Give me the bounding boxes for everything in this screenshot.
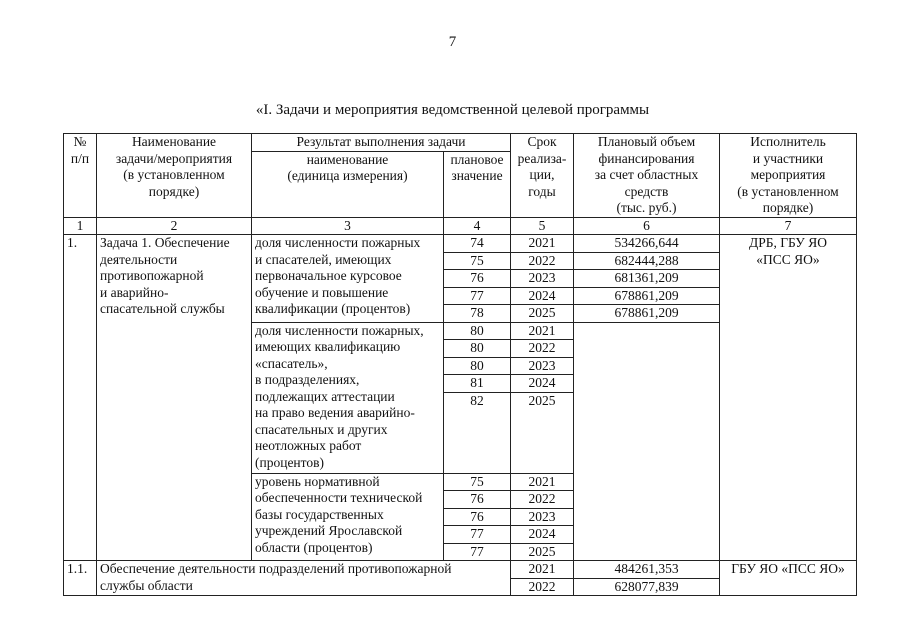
- header-term: Срок реализа- ции, годы: [511, 134, 574, 218]
- indicator-1-value: 77: [444, 287, 511, 305]
- indicator-2-value: 81: [444, 375, 511, 393]
- header-task-name: Наименование задачи/мероприятия (в установленном порядке): [97, 134, 252, 218]
- indicator-1-value: 78: [444, 305, 511, 323]
- indicator-1-funding: 681361,209: [574, 270, 720, 288]
- header-executor: Исполнитель и участники мероприятия (в установленном порядке): [720, 134, 857, 218]
- header-num: № п/п: [64, 134, 97, 218]
- indicator-1-value: 75: [444, 252, 511, 270]
- indicator-3-year: 2024: [511, 526, 574, 544]
- funding-empty-cell: [574, 322, 720, 561]
- activity-1-1-year: 2022: [511, 578, 574, 596]
- indicator-1-funding: 534266,644: [574, 235, 720, 253]
- activity-1-1-executor: ГБУ ЯО «ПСС ЯО»: [720, 561, 857, 596]
- table-row: [64, 235, 857, 253]
- activity-1-1-name: Обеспечение деятельности подразделений противопожарной службы области: [97, 561, 511, 596]
- indicator-2-value: 80: [444, 322, 511, 340]
- task1-name: Задача 1. Обеспечение деятельности противопожарной и аварийно- спасательной службы: [97, 235, 252, 561]
- indicator-2-year: 2024: [511, 375, 574, 393]
- indicator-3-year: 2025: [511, 543, 574, 561]
- program-table: [63, 133, 857, 596]
- indicator-3-value: 77: [444, 526, 511, 544]
- indicator-1-name: доля численности пожарных и спасателей, имеющих первоначальное курсовое обучение и повышение квалификации (процентов): [252, 235, 444, 323]
- header-funding: Плановый объем финансирования за счет областных средств (тыс. руб.): [574, 134, 720, 218]
- indicator-2-year: 2025: [511, 392, 574, 473]
- index-cell: 5: [511, 217, 574, 235]
- indicator-1-value: 74: [444, 235, 511, 253]
- indicator-3-value: 76: [444, 508, 511, 526]
- section-title: «I. Задачи и мероприятия ведомственной целевой программы: [255, 102, 650, 118]
- indicator-1-year: 2024: [511, 287, 574, 305]
- indicator-1-funding: 678861,209: [574, 287, 720, 305]
- header-result-group: Результат выполнения задачи: [252, 134, 511, 152]
- indicator-2-year: 2021: [511, 322, 574, 340]
- indicator-2-value: 82: [444, 392, 511, 473]
- task1-num: 1.: [64, 235, 97, 561]
- indicator-3-year: 2023: [511, 508, 574, 526]
- indicator-3-value: 75: [444, 473, 511, 491]
- table-row: [64, 561, 857, 579]
- indicator-2-value: 80: [444, 340, 511, 358]
- indicator-1-year: 2021: [511, 235, 574, 253]
- activity-1-1-num: 1.1.: [64, 561, 97, 596]
- index-cell: 1: [64, 217, 97, 235]
- indicator-1-funding: 678861,209: [574, 305, 720, 323]
- index-cell: 6: [574, 217, 720, 235]
- indicator-1-value: 76: [444, 270, 511, 288]
- indicator-3-name: уровень нормативной обеспеченности технической базы государственных учреждений Ярославской области (процентов): [252, 473, 444, 561]
- header-result-name: наименование (единица измерения): [252, 151, 444, 217]
- activity-1-1-funding: 484261,353: [574, 561, 720, 579]
- indicator-3-year: 2022: [511, 491, 574, 509]
- index-cell: 7: [720, 217, 857, 235]
- indicator-1-year: 2025: [511, 305, 574, 323]
- header-row-1: [64, 134, 857, 152]
- indicator-2-value: 80: [444, 357, 511, 375]
- index-row: [64, 217, 857, 235]
- activity-1-1-year: 2021: [511, 561, 574, 579]
- activity-1-1-funding: 628077,839: [574, 578, 720, 596]
- task1-executor: ДРБ, ГБУ ЯО «ПСС ЯО»: [720, 235, 857, 561]
- indicator-1-year: 2022: [511, 252, 574, 270]
- indicator-1-year: 2023: [511, 270, 574, 288]
- indicator-3-value: 76: [444, 491, 511, 509]
- index-cell: 4: [444, 217, 511, 235]
- header-result-value: плановое значение: [444, 151, 511, 217]
- indicator-2-year: 2022: [511, 340, 574, 358]
- indicator-3-value: 77: [444, 543, 511, 561]
- indicator-2-year: 2023: [511, 357, 574, 375]
- indicator-1-funding: 682444,288: [574, 252, 720, 270]
- indicator-3-year: 2021: [511, 473, 574, 491]
- indicator-2-name: доля численности пожарных, имеющих квалификацию «спасатель», в подразделениях, подлежащих аттестации на право ведения аварийно- спасательных и других неотложных работ (процентов): [252, 322, 444, 473]
- index-cell: 2: [97, 217, 252, 235]
- page-number: 7: [448, 34, 457, 50]
- index-cell: 3: [252, 217, 444, 235]
